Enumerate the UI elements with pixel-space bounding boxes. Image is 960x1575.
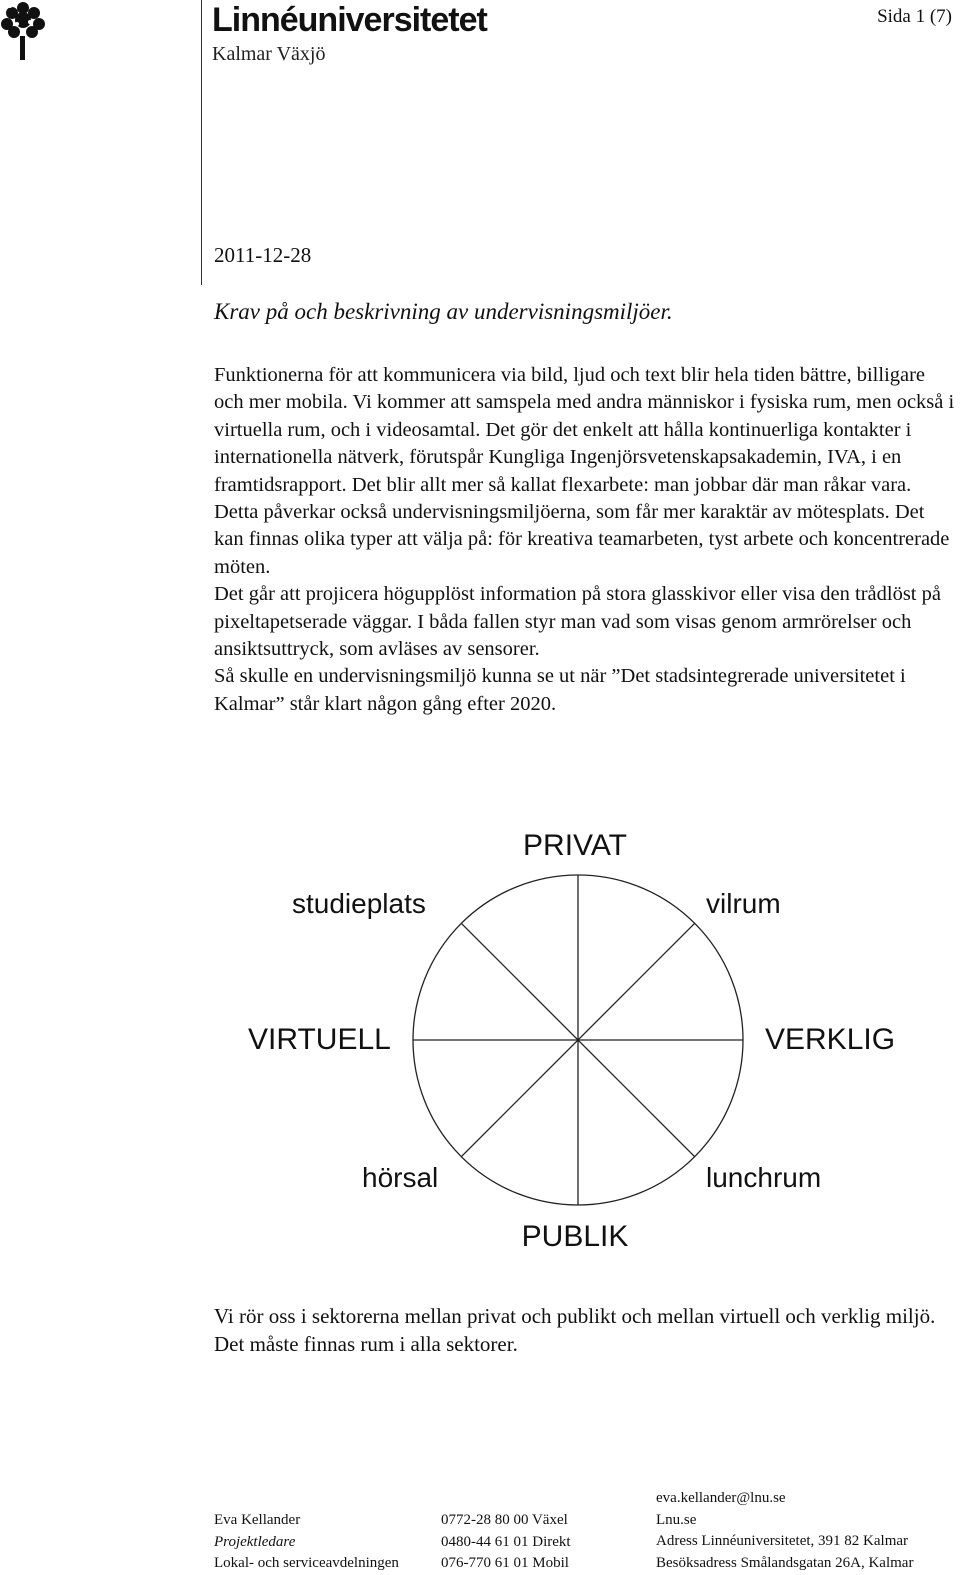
- label-privat: PRIVAT: [523, 829, 627, 862]
- document-date: 2011-12-28: [214, 243, 312, 267]
- label-virtuell: VIRTUELL: [248, 1023, 391, 1056]
- footer-phone-switch: 0772-28 80 00 Växel: [441, 1512, 568, 1528]
- footer-phone-mobile: 076-770 61 01 Mobil: [441, 1555, 569, 1571]
- label-lunchrum: lunchrum: [706, 1162, 822, 1193]
- footer-contact-person: [214, 1510, 399, 1575]
- paragraph-2: Det går att projicera högupplöst information på stora glasskivor eller visa den trådlöst på pixeltapetserade väggar. I båda fallen styr man vad som visas genom armrörelser och ansiktsuttryck, som avläses av sensorer.: [214, 583, 941, 661]
- page-number: Sida 1 (7): [877, 6, 952, 27]
- logo-subtitle: Kalmar Växjö: [212, 43, 326, 65]
- footer-web[interactable]: Lnu.se: [656, 1511, 697, 1528]
- footer-email[interactable]: eva.kellander@lnu.se: [656, 1490, 786, 1506]
- sector-diagram: [240, 815, 920, 1260]
- body-text: [214, 362, 959, 718]
- label-horsal: hörsal: [362, 1162, 439, 1193]
- paragraph-3: Så skulle en undervisningsmiljö kunna se ut när ”Det stadsintegrerade universitetet i Kalmar” står klart någon gång efter 2020.: [214, 665, 906, 715]
- label-publik: PUBLIK: [521, 1220, 629, 1253]
- footer-department: Lokal- och serviceavdelningen: [214, 1555, 399, 1571]
- university-logo: [212, 0, 487, 66]
- paragraph-1: Funktionerna för att kommunicera via bild, ljud och text blir hela tiden bättre, billigare och mer mobila. Vi kommer att samspela med andra människor i fysiska rum, men också i virtuella rum, och i videosamtal. Det gör det enkelt att hålla kontinuerliga kontakter i internationella nätverk, förutspår Kungliga Ingenjörsvetenskapsakademin, IVA, i en framtidsrapport. Det blir allt mer så kallat flexarbete: man jobbar där man råkar vara. Detta påverkar också undervisningsmiljöerna, som får mer karaktär av mötesplats. Det kan finnas olika typer att välja på: för kreativa teamarbeten, tyst arbete och koncentrerade möten.: [214, 364, 955, 578]
- document-title: Krav på och beskrivning av undervisningsmiljöer.: [214, 299, 673, 324]
- footer-name: Eva Kellander: [214, 1512, 301, 1528]
- header-divider: [201, 0, 202, 285]
- diagram-caption: Vi rör oss i sektorerna mellan privat och publikt och mellan virtuell och verklig miljö. Det måste finnas rum i alla sektorer.: [214, 1304, 936, 1356]
- footer-addresses: [656, 1488, 913, 1574]
- label-verklig: VERKLIG: [765, 1023, 896, 1056]
- footer-phones: [441, 1510, 571, 1575]
- footer-visit-address: Besöksadress Smålandsgatan 26A, Kalmar: [656, 1554, 914, 1571]
- label-vilrum: vilrum: [706, 888, 781, 919]
- footer-role: Projektledare: [214, 1533, 296, 1550]
- footer-phone-direct: 0480-44 61 01 Direkt: [441, 1533, 571, 1550]
- footer-address: Adress Linnéuniversitetet, 391 82 Kalmar: [656, 1533, 909, 1549]
- logo-name: Linnéuniversitetet: [212, 1, 487, 39]
- university-logo-tree-icon: [0, 0, 46, 62]
- label-studieplats: studieplats: [292, 888, 426, 919]
